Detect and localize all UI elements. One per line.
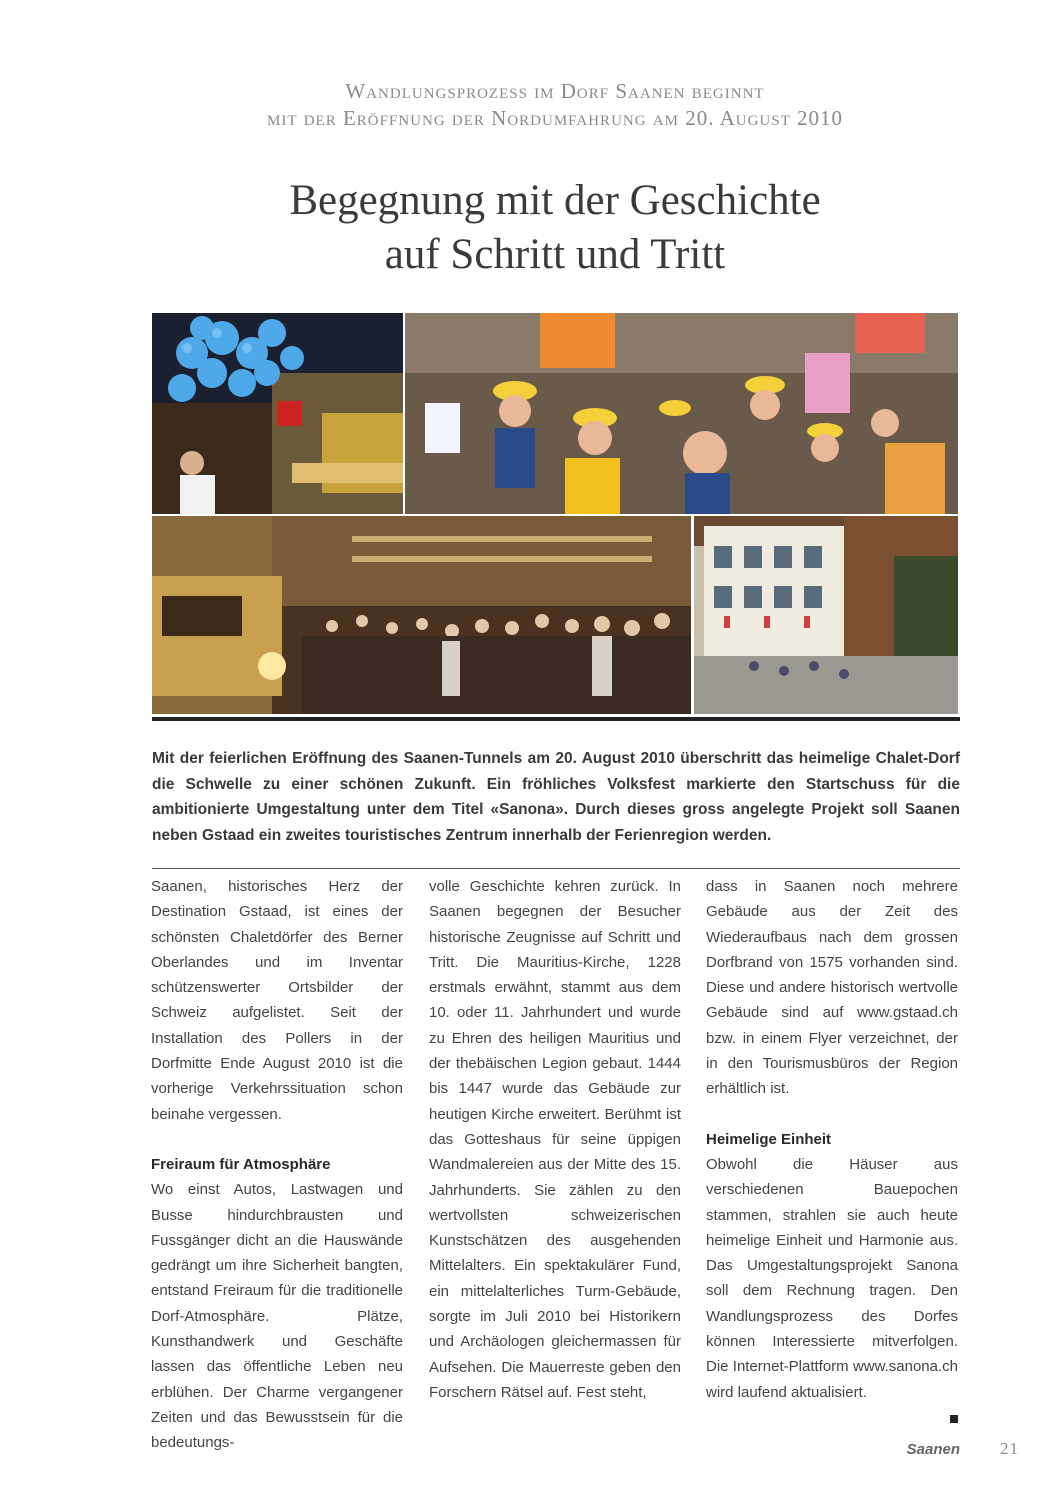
- column-1: [151, 874, 403, 1456]
- column-1-paragraph-2: Wo einst Autos, Lastwagen und Busse hindurchbrausten und Fussgänger dicht an die Hauswände gedrängt um ihre Sicherheit bangten, entstand Freiraum für die traditionelle Dorf-Atmosphäre. Plätze, Kunsthandwerk und Geschäfte lassen das öffentliche Leben neu erblühen. Der Charme vergangener Zeiten und das Bewusstsein für die bedeutungs-: [151, 1181, 403, 1452]
- divider-thick: [152, 717, 960, 721]
- column-1-paragraph-1: Saanen, historisches Herz der Destination Gstaad, ist eines der schönsten Chaletdörfer des Berner Oberlandes und im Inventar schützenswerter Ortsbilder der Schweiz aufgelistet. Seit der Installation des Pollers in der Dorfmitte Ende August 2010 ist die vorherige Verkehrssituation schon beinahe vergessen.: [151, 878, 403, 1123]
- headline-line-2: auf Schritt und Tritt: [384, 231, 726, 278]
- subheading-heimelige-einheit: Heimelige Einheit: [706, 1130, 832, 1148]
- column-3: [706, 874, 958, 1423]
- column-3-paragraph-1: dass in Saanen noch mehrere Gebäude aus der Zeit des Wiederaufbaus nach dem grossen Dorfbrand von 1575 vorhanden sind. Diese und andere historisch wertvolle Gebäude sind auf www.gstaad.ch bzw. in einem Flyer verzeichnet, der in den Tourismusbüros der Region erhältlich ist.: [706, 878, 958, 1098]
- headline: [150, 174, 960, 282]
- photo-village-street: [694, 516, 958, 714]
- end-of-article-mark: [950, 1415, 958, 1423]
- footer-section-name: Saanen: [906, 1441, 960, 1458]
- column-2: [429, 874, 681, 1405]
- subheading-freiraum: Freiraum für Atmosphäre: [151, 1155, 331, 1173]
- column-3-paragraph-2: Obwohl die Häuser aus verschiedenen Bauepochen stammen, strahlen sie auch heute heimelige Einheit und Harmonie aus. Das Umgestaltungsprojekt Sanona soll dem Rechnung tragen. Den Wandlungsprozess des Dorfes können Interessierte mitverfolgen. Die Internet-Plattform www.sanona.ch wird laufend aktualisiert.: [706, 1155, 958, 1401]
- divider-thin: [152, 868, 960, 869]
- kicker-line-2: mit der Eröffnung der Nordumfahrung am 20. August 2010: [266, 106, 843, 130]
- photo-tunnel-crowd: [152, 516, 691, 714]
- photo-balloons: [152, 313, 403, 514]
- kicker-line-1: Wandlungsprozess im Dorf Saanen beginnt: [345, 79, 765, 103]
- page-number: 21: [1000, 1439, 1019, 1458]
- column-2-paragraph-1: volle Geschichte kehren zurück. In Saanen begegnen der Besucher historische Zeugnisse auf Schritt und Tritt. Die Mauritius-Kirche, 1228 erstmals erwähnt, stammt aus dem 10. oder 11. Jahrhundert und wurde zu Ehren des heiligen Mauritius und der thebäischen Legion gebaut. 1444 bis 1447 wurde das Gebäude zur heutigen Kirche erweitert. Berühmt ist das Gotteshaus für seine üppigen Wandmalereien aus der Mitte des 15. Jahrhunderts. Sie zählen zu den wertvollsten schweizerischen Kunstschätzen des ausgehenden Mittelalters. Ein spektakulärer Fund, ein mittelalterliches Turm-Gebäude, sorgte im Juli 2010 bei Historikern und Archäologen gleichermassen für Aufsehen. Die Mauerreste geben den Forschern Rätsel auf. Fest steht,: [429, 878, 681, 1401]
- lead-paragraph: Mit der feierlichen Eröffnung des Saanen-Tunnels am 20. August 2010 überschritt das heimelige Chalet-Dorf die Schwelle zu einer schönen Zukunft. Ein fröhliches Volksfest markierte den Startschuss für die ambitionierte Umgestaltung unter dem Titel «Sanona». Durch dieses gross angelegte Projekt soll Saanen neben Gstaad ein zweites touristisches Zentrum innerhalb der Ferienregion werden.: [152, 750, 960, 844]
- photo-children-parade: [405, 313, 958, 514]
- headline-line-1: Begegnung mit der Geschichte: [289, 177, 821, 224]
- kicker: [150, 78, 960, 132]
